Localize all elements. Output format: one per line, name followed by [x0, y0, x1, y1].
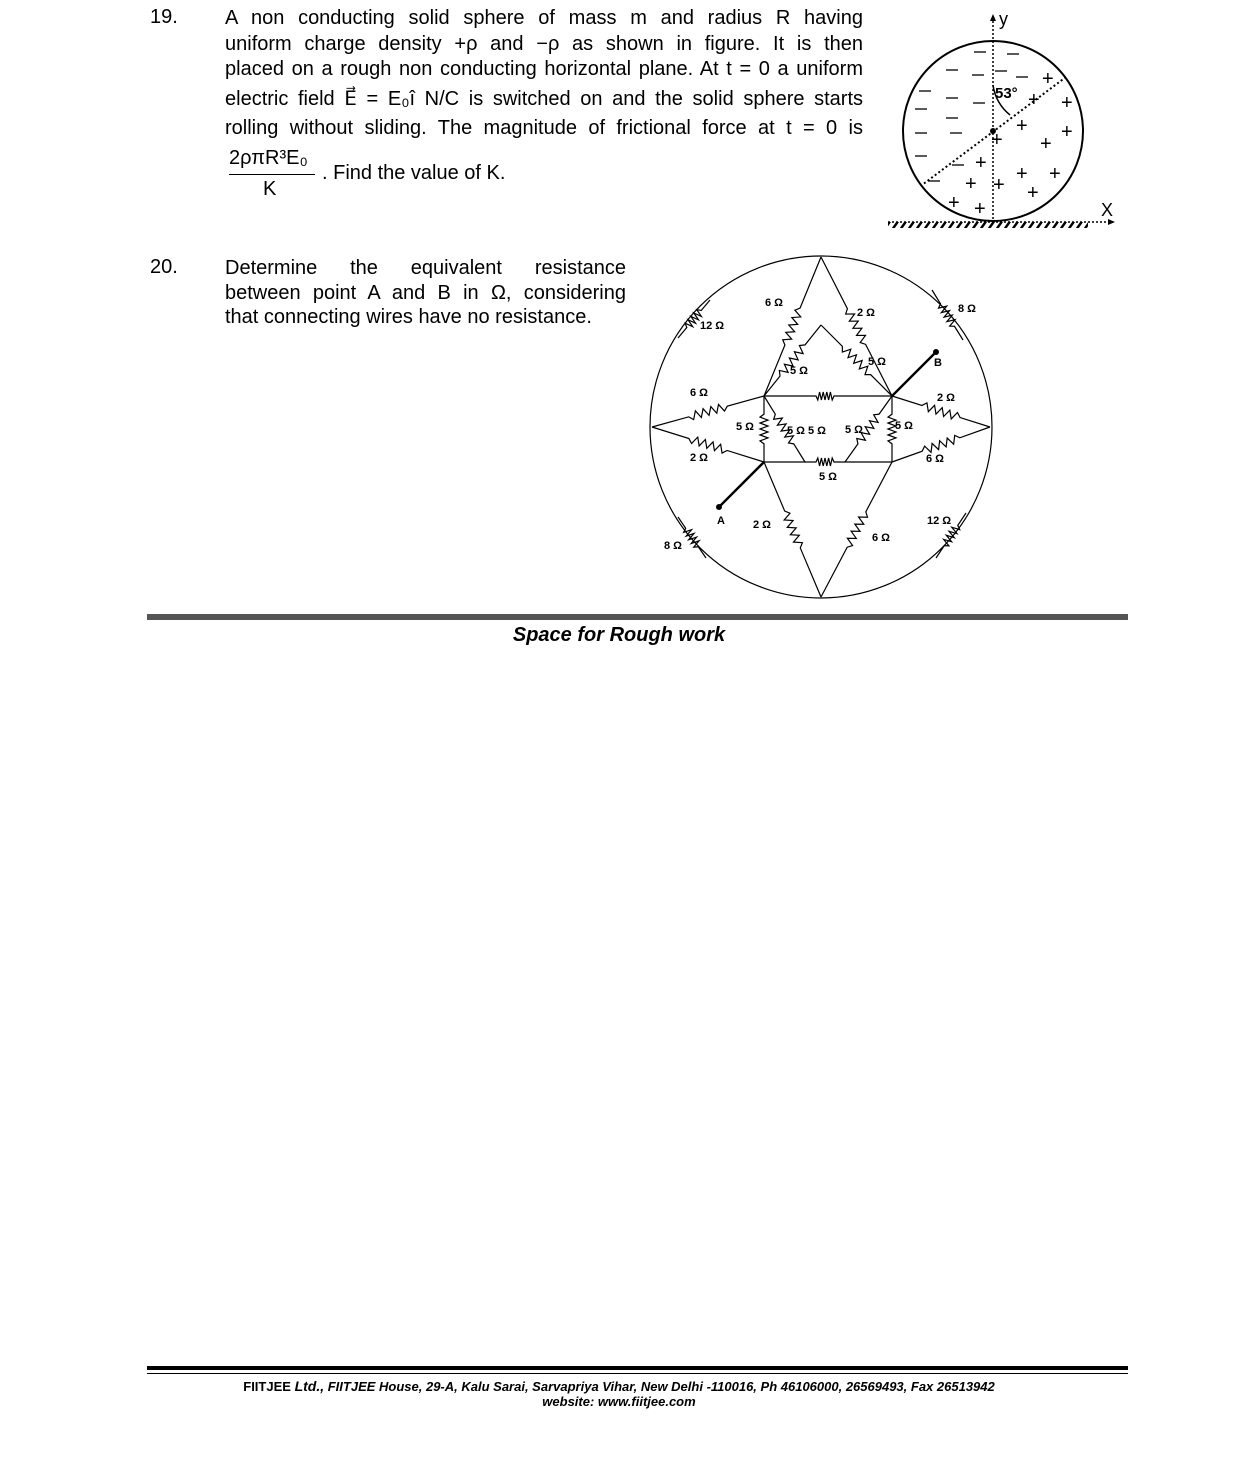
- svg-text:+: +: [1027, 182, 1039, 204]
- svg-text:+: +: [1061, 92, 1073, 114]
- fraction-numerator: 2ρπR³E₀: [229, 147, 308, 169]
- resistor-label: 5 Ω: [808, 425, 826, 437]
- resistor: [760, 396, 768, 462]
- resistor-label: 6 Ω: [926, 453, 944, 465]
- resistor-label: 2 Ω: [857, 307, 875, 319]
- resistor: [821, 257, 892, 396]
- terminal-a: [716, 504, 722, 510]
- resistor-label: 12 Ω: [927, 515, 952, 527]
- resistor: [678, 517, 706, 558]
- resistor: [805, 392, 845, 400]
- question-number-20: 20.: [150, 256, 178, 278]
- resistor-label: 5 Ω: [845, 424, 863, 436]
- resistor-label: 6 Ω: [690, 387, 708, 399]
- resistor: [764, 325, 821, 396]
- terminal-a-label: A: [717, 515, 725, 527]
- footer-address-text: FIITJEE House, 29-A, Kalu Sarai, Sarvapriya Vihar, New Delhi -110016, Ph 46106000, 26569493, Fax 26513942: [327, 1379, 995, 1394]
- resistor-label: 5 Ω: [868, 356, 886, 368]
- svg-text:+: +: [974, 198, 986, 220]
- resistor: [678, 300, 710, 338]
- footer-rule-thick: [147, 1366, 1128, 1370]
- resistor-label: 5 Ω: [787, 425, 805, 437]
- footer-address: [0, 1378, 1238, 1394]
- resistor-label: 5 Ω: [790, 365, 808, 377]
- resistor-label: 5 Ω: [819, 471, 837, 483]
- svg-text:+: +: [1016, 115, 1028, 137]
- resistor-label: 2 Ω: [753, 519, 771, 531]
- resistor-label: 8 Ω: [664, 540, 682, 552]
- sphere-figure: [880, 5, 1120, 235]
- resistor-label: 2 Ω: [690, 452, 708, 464]
- fraction-tail-text: . Find the value of K.: [322, 162, 506, 184]
- q20-line-1: Determine the equivalent resistance: [225, 257, 626, 279]
- resistor: [764, 462, 821, 597]
- svg-text:+: +: [991, 129, 1003, 151]
- q19-line-3: placed on a rough non conducting horizontal plane. At t = 0 a uniform: [225, 58, 863, 80]
- q19-line-5: rolling without sliding. The magnitude of frictional force at t = 0 is: [225, 117, 863, 139]
- fraction-bar: [229, 174, 315, 175]
- lead-wire-a: [719, 462, 764, 507]
- resistor-label: 6 Ω: [765, 297, 783, 309]
- q20-line-3: that connecting wires have no resistance.: [225, 306, 592, 328]
- resistor: [805, 458, 845, 466]
- svg-text:+: +: [1016, 163, 1028, 185]
- circuit-figure: [640, 245, 1005, 610]
- fraction-denominator: K: [263, 178, 277, 200]
- terminal-b-label: B: [934, 357, 942, 369]
- x-axis-label: X: [1101, 200, 1114, 220]
- resistor: [932, 290, 963, 340]
- resistor-label: 6 Ω: [872, 532, 890, 544]
- footer-rule-thin: [147, 1373, 1128, 1374]
- negative-charges: [915, 52, 1028, 181]
- terminal-b: [933, 349, 939, 355]
- svg-text:+: +: [1049, 163, 1061, 185]
- ground-hatching: [888, 222, 1088, 228]
- svg-text:+: +: [948, 192, 960, 214]
- resistor-label: 2 Ω: [937, 392, 955, 404]
- q20-line-2: between point A and B in Ω, considering: [225, 281, 626, 304]
- y-axis-arrow: [990, 14, 996, 21]
- q19-line-1: A non conducting solid sphere of mass m and radius R having: [225, 7, 863, 29]
- section-divider: [147, 614, 1128, 620]
- resistor-label: 12 Ω: [700, 320, 725, 332]
- q19-line-4: electric field E⃗ = E₀î N/C is switched on and the solid sphere starts: [225, 87, 863, 110]
- angle-label: 53°: [995, 85, 1018, 102]
- rough-work-heading: Space for Rough work: [512, 624, 726, 646]
- lead-wire-b: [892, 352, 936, 396]
- footer-ltd: Ltd.,: [294, 1378, 325, 1394]
- svg-text:+: +: [975, 152, 987, 174]
- svg-text:+: +: [1040, 133, 1052, 155]
- svg-text:+: +: [1028, 89, 1040, 111]
- question-number-19: 19.: [150, 6, 178, 28]
- resistor-label: 8 Ω: [958, 303, 976, 315]
- svg-text:+: +: [965, 173, 977, 195]
- question-19-text: [225, 6, 863, 142]
- y-axis-label: y: [999, 9, 1008, 29]
- q19-line-2: uniform charge density +ρ and −ρ as shown in figure. It is then: [225, 32, 863, 55]
- resistor-labels: [664, 297, 976, 552]
- resistor-label: 5 Ω: [736, 421, 754, 433]
- svg-text:+: +: [993, 174, 1005, 196]
- svg-text:+: +: [1042, 68, 1054, 90]
- footer-brand: FIITJEE: [243, 1379, 291, 1394]
- question-20-text: [225, 256, 626, 330]
- footer-website: website: www.fiitjee.com: [542, 1394, 696, 1409]
- svg-text:+: +: [1061, 121, 1073, 143]
- resistor-label: 5 Ω: [895, 420, 913, 432]
